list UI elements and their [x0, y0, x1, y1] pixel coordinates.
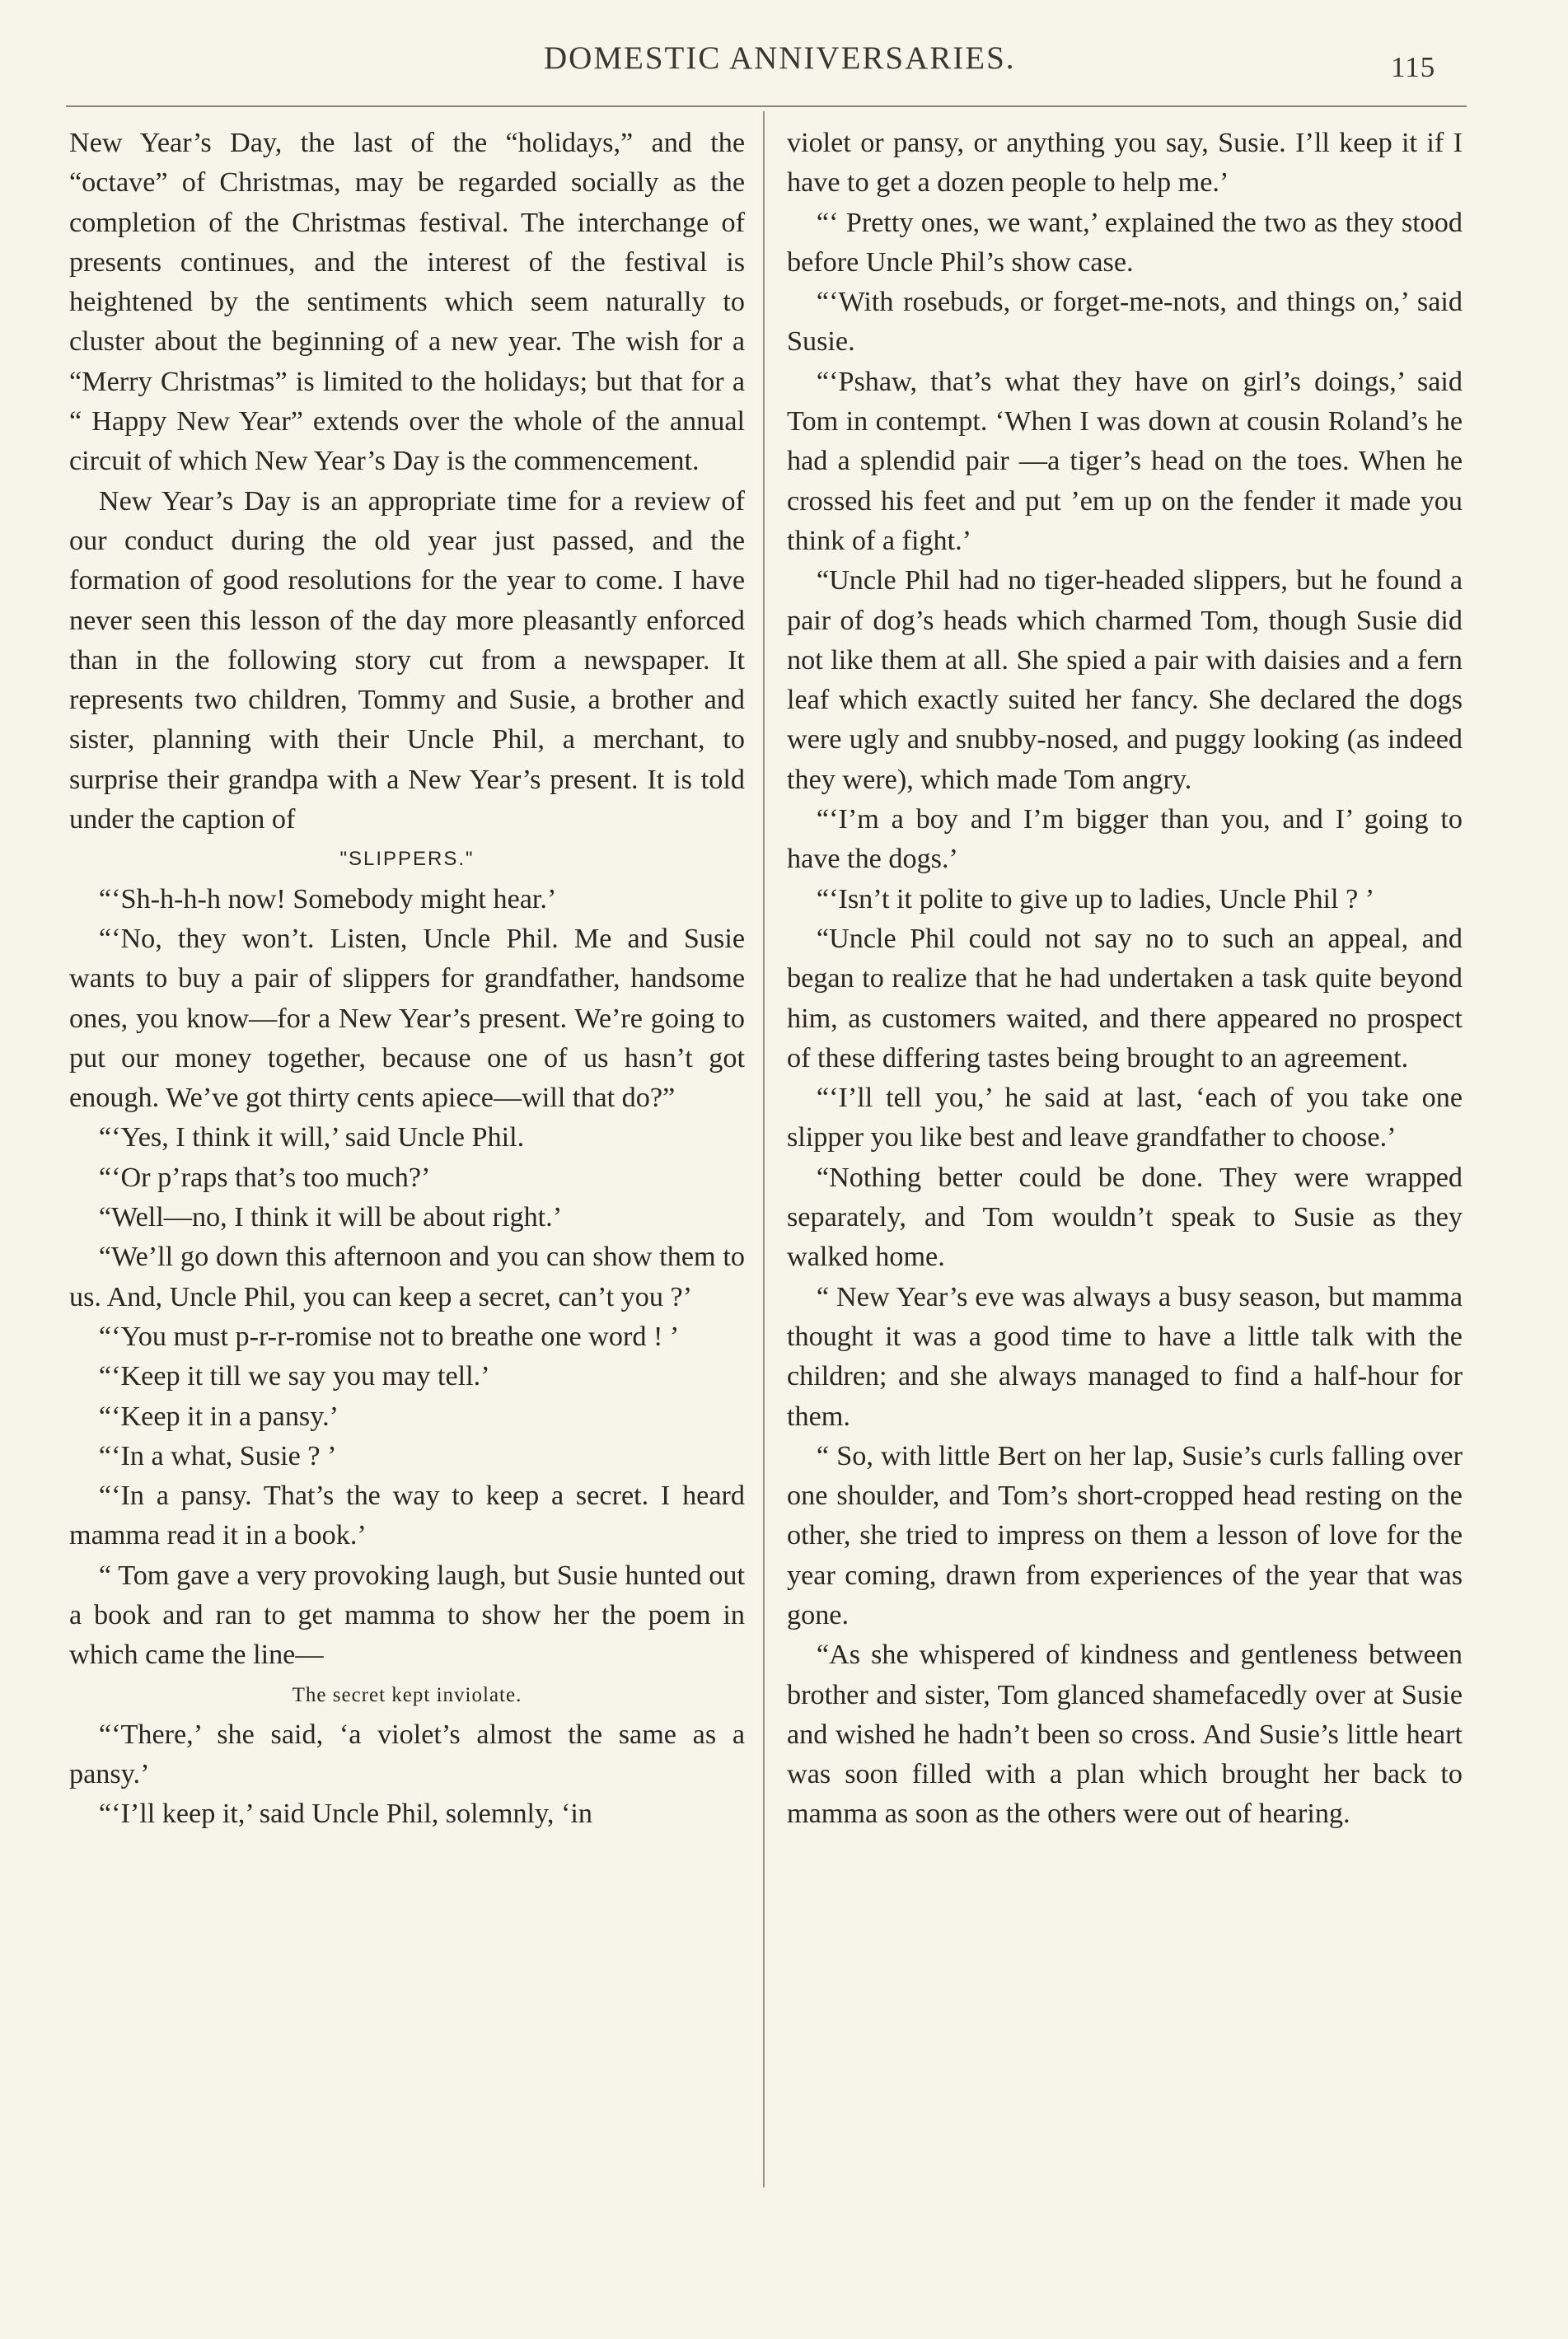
paragraph: “‘I’ll tell you,’ he said at last, ‘each of you take one slipper you like best and leave grandfather to choose.’: [787, 1083, 1463, 1153]
paragraph: “As she whispered of kindness and gentleness between brother and sister, Tom glanced shamefacedly over at Susie and wished he hadn’t been so cross. And Susie’s little heart was soon filled with a plan which brought her back to mamma as soon as the others were out of hearing.: [787, 1640, 1463, 1830]
paragraph: “Well—no, I think it will be about right.’: [98, 1202, 563, 1233]
running-head: DOMESTIC ANNIVERSARIES.: [544, 40, 1016, 76]
column-rule: [763, 111, 765, 2187]
paragraph: “We’ll go down this afternoon and you can show them to us. And, Uncle Phil, you can keep a secret, can’t you ?’: [69, 1242, 745, 1312]
poem-quote: The secret kept inviolate.: [292, 1683, 522, 1706]
paragraph: “‘With rosebuds, or forget-me-nots, and things on,’ said Susie.: [787, 287, 1463, 358]
paragraph: “ Tom gave a very provoking laugh, but Susie hunted out a book and ran to get mamma to show her the poem in which came the line—: [69, 1560, 745, 1671]
paragraph: New Year’s Day is an appropriate time for a review of our conduct during the old year just passed, and the formation of good resolutions for the year to come. I have never seen this lesson of the day more pleasantly enforced than in the following story cut from a newspaper. It represents two children, Tommy and Susie, a brother and sister, planning with their Uncle Phil, a merchant, to surprise their grandpa with a New Year’s present. It is told under the caption of: [69, 485, 745, 835]
paragraph: “‘Keep it till we say you may tell.’: [98, 1361, 490, 1392]
paragraph: “ New Year’s eve was always a busy season, but mamma thought it was a good time to have a little talk with the children; and she always managed to find a half-hour for them.: [787, 1281, 1463, 1432]
paragraph: violet or pansy, or anything you say, Susie. I’ll keep it if I have to get a dozen people to help me.’: [787, 128, 1463, 199]
paragraph: “‘I’ll keep it,’ said Uncle Phil, solemnly, ‘in: [98, 1799, 592, 1830]
paragraph: “Nothing better could be done. They were wrapped separately, and Tom wouldn’t speak to Susie as they walked home.: [787, 1162, 1463, 1273]
paragraph: “‘No, they won’t. Listen, Uncle Phil. Me and Susie wants to buy a pair of slippers for grandfather, handsome ones, you know—for a New Year’s present. We’re going to put our money together, because one of us hasn’t got enough. We’ve got thirty cents apiece—will that do?”: [69, 923, 745, 1114]
paragraph: “‘In a what, Susie ? ’: [98, 1440, 337, 1471]
paragraph: New Year’s Day, the last of the “holidays,” and the “octave” of Christmas, may be regarded socially as the completion of the Christmas festival. The interchange of presents continues, and the interest of the festival is heightened by the sentiments which seem naturally to cluster about the beginning of a new year. The wish for a “Merry Christmas” is limited to the holidays; but that for a “ Happy New Year” extends over the whole of the annual circuit of which New Year’s Day is the commencement.: [69, 128, 745, 477]
paragraph: “‘Isn’t it polite to give up to ladies, Uncle Phil ? ’: [816, 883, 1375, 915]
story-caption: "SLIPPERS.": [339, 848, 475, 871]
page-header: [0, 40, 1568, 89]
header-rule: [66, 105, 1467, 107]
paragraph: “‘Or p’raps that’s too much?’: [98, 1162, 431, 1193]
paragraph: “‘Sh-h-h-h now! Somebody might hear.’: [98, 883, 557, 915]
paragraph: “‘In a pansy. That’s the way to keep a secret. I heard mamma read it in a book.’: [69, 1481, 745, 1551]
paragraph: “Uncle Phil had no tiger-headed slippers, but he found a pair of dog’s heads which charmed Tom, though Susie did not like them at all. She spied a pair with daisies and a fern leaf which exactly suited her fancy. She declared the dogs were ugly and snubby-nosed, and puggy looking (as indeed they were), which made Tom angry.: [787, 565, 1463, 795]
paragraph: “‘I’m a boy and I’m bigger than you, and I’ going to have the dogs.’: [787, 804, 1463, 875]
page-number: 115: [1391, 51, 1436, 83]
paragraph: “Uncle Phil could not say no to such an appeal, and began to realize that he had undertaken a task quite beyond him, as customers waited, and there appeared no prospect of these differing tastes being brought to an agreement.: [787, 923, 1463, 1074]
paragraph: “‘You must p-r-r-romise not to breathe one word ! ’: [98, 1321, 680, 1352]
paragraph: “ So, with little Bert on her lap, Susie’s curls falling over one shoulder, and Tom’s short-cropped head resting on the other, she tried to impress on them a lesson of love for the year coming, drawn from experiences of the year that was gone.: [787, 1440, 1463, 1630]
paragraph: “‘Pshaw, that’s what they have on girl’s doings,’ said Tom in contempt. ‘When I was down at cousin Roland’s he had a splendid pair —a tiger’s head on the toes. When he crossed his feet and put ’em up on the fender it made you think of a fight.’: [787, 366, 1463, 556]
paragraph: “‘Keep it in a pansy.’: [98, 1401, 339, 1432]
paragraph: “‘Yes, I think it will,’ said Uncle Phil.: [98, 1122, 525, 1153]
paragraph: “‘ Pretty ones, we want,’ explained the two as they stood before Uncle Phil’s show case.: [787, 207, 1463, 278]
right-column: [787, 124, 1463, 1835]
paragraph: “‘There,’ she said, ‘a violet’s almost the same as a pansy.’: [69, 1719, 745, 1790]
left-column: [69, 124, 745, 1835]
